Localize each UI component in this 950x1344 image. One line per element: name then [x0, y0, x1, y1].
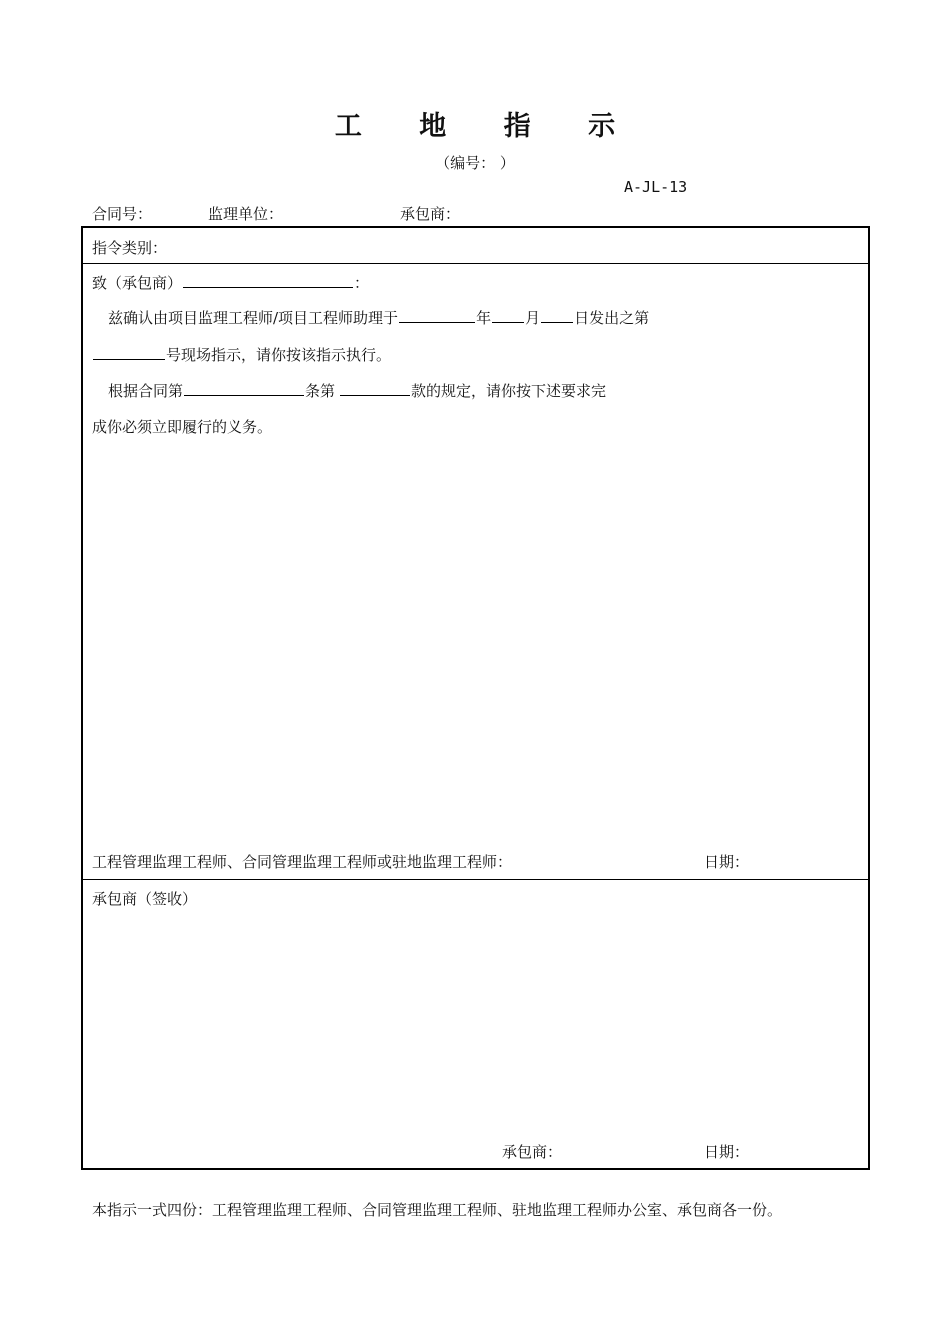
confirm-line	[108, 307, 649, 328]
supervision-unit-label: 监理单位：	[208, 205, 284, 223]
day-blank[interactable]	[541, 307, 573, 323]
instruction-form	[81, 226, 870, 1170]
contractor-date-label: 日期：	[704, 1143, 750, 1161]
footer-note: 本指示一式四份：工程管理监理工程师、合同管理监理工程师、驻地监理工程师办公室、承包商各一份。	[92, 1201, 783, 1219]
contract-clause-suffix: 款的规定，请你按下述要求完	[411, 382, 607, 400]
document-number-label: （编号： ）	[435, 154, 515, 172]
contractor-name-blank[interactable]	[183, 272, 353, 288]
month-label: 月	[525, 309, 541, 327]
obligation-line: 成你必须立即履行的义务。	[92, 418, 273, 436]
clause-blank[interactable]	[340, 380, 410, 396]
confirm-prefix: 兹确认由项目监理工程师/项目工程师助理于	[108, 309, 399, 327]
page-title: 工 地 指 示	[334, 111, 640, 142]
contractor-sign-label: 承包商：	[502, 1143, 563, 1161]
article-blank[interactable]	[184, 380, 304, 396]
month-blank[interactable]	[492, 307, 524, 323]
contract-no-label: 合同号：	[92, 205, 153, 223]
to-contractor-line	[92, 272, 369, 293]
year-label: 年	[476, 309, 492, 327]
contract-clause-prefix: 根据合同第	[108, 382, 184, 400]
contractor-label: 承包商：	[400, 205, 461, 223]
row-divider	[83, 263, 868, 264]
instruction-type-label: 指令类别：	[92, 239, 168, 257]
colon: ：	[354, 274, 370, 292]
engineer-date-label: 日期：	[704, 853, 750, 871]
clause-label: 条第	[305, 382, 336, 400]
year-blank[interactable]	[399, 307, 475, 323]
instruction-number-line	[92, 344, 391, 365]
instruction-number-blank[interactable]	[93, 344, 165, 360]
row-divider	[83, 879, 868, 880]
instruction-number-suffix: 号现场指示，请你按该指示执行。	[166, 346, 392, 364]
day-suffix: 日发出之第	[574, 309, 650, 327]
to-contractor-label: 致（承包商）	[92, 274, 183, 292]
contract-clause-line	[108, 380, 606, 401]
form-code: A-JL-13	[624, 178, 688, 196]
engineer-sign-label: 工程管理监理工程师、合同管理监理工程师或驻地监理工程师：	[92, 853, 513, 871]
contractor-receipt-label: 承包商（签收）	[92, 890, 198, 908]
